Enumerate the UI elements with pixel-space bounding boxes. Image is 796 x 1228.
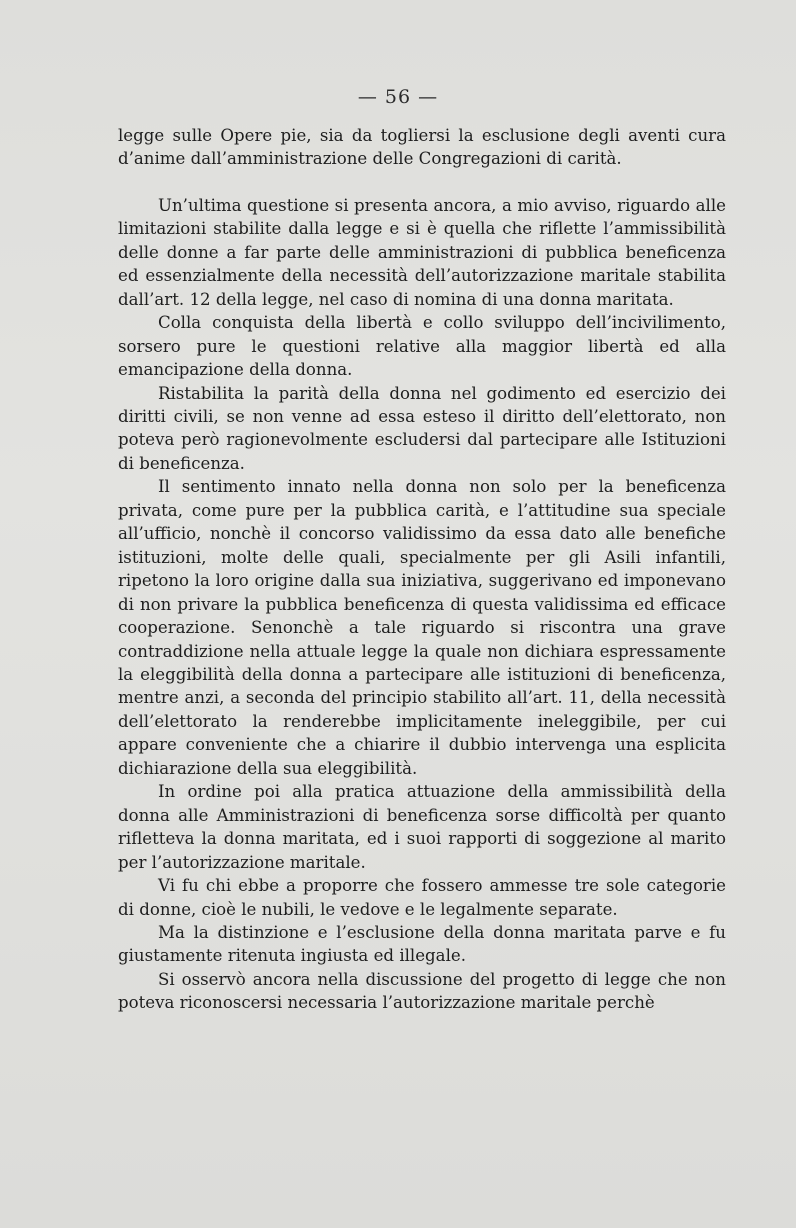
paragraph: Ma la distinzione e l’esclusione della donna maritata parve e fu giustamente ritenuta ingiusta ed illegale. [118, 922, 726, 966]
body-text [118, 124, 726, 1015]
page-number: — 56 — [357, 86, 439, 108]
paragraph: Vi fu chi ebbe a proporre che fossero ammesse tre sole categorie di donne, cioè le nubili, le vedove e le legalmente separate. [118, 876, 726, 919]
paragraph: Un’ultima questione si presenta ancora, a mio avviso, riguardo alle limitazioni stabilite dalla legge e si è quella che riflette l’ammissibilità delle donne a far parte delle amministrazioni di pubblica beneficenza ed essenzialmente della necessità dell’autorizzazione maritale stabilita dall’art. 12 della legge, nel caso di nomina di una donna maritata. [118, 195, 726, 309]
paragraph-continuation: legge sulle Opere pie, sia da togliersi la esclusione degli aventi cura d’anime dall’amministrazione delle Congregazioni di carità. [118, 126, 726, 169]
paragraph: Ristabilita la parità della donna nel godimento ed esercizio dei diritti civili, se non venne ad essa esteso il diritto dell’elettorato, non poteva però ragionevolmente escludersi dal partecipare alle Istituzioni di beneficenza. [118, 383, 726, 473]
paragraph: Si osservò ancora nella discussione del progetto di legge che non poteva riconoscersi necessaria l’autorizzazione maritale perchè [118, 969, 726, 1013]
paragraph: Il sentimento innato nella donna non solo per la beneficenza privata, come pure per la pubblica carità, e l’attitudine sua speciale all’ufficio, nonchè il concorso validissimo da essa dato alle benefiche istituzioni, molte delle quali, specialmente per gli Asili infantili, ripetono la loro origine dalla sua iniziativa, suggerivano ed imponevano di non privare la pubblica beneficenza di questa validissima ed efficace cooperazione. Senonchè a tale riguardo si riscontra una grave contraddizione nella attuale legge la quale non dichiara espressamente la eleggibilità della donna a partecipare alle istituzioni di beneficenza, mentre anzi, a seconda del principio stabilito all’art. 11, della necessità dell’elettorato la renderebbe implicitamente ineleggibile, per cui appare conveniente che a chiarire il dubbio intervenga una esplicita dichiarazione della sua eleggibilità. [118, 477, 726, 778]
paragraph: In ordine poi alla pratica attuazione della ammissibilità della donna alle Amministrazioni di beneficenza sorse difficoltà per quanto rifletteva la donna maritata, ed i suoi rapporti di soggezione al marito per l’autorizzazione maritale. [118, 782, 726, 872]
paragraph: Colla conquista della libertà e collo sviluppo dell’incivilimento, sorsero pure le questioni relative alla maggior libertà ed alla emancipazione della donna. [118, 313, 726, 380]
